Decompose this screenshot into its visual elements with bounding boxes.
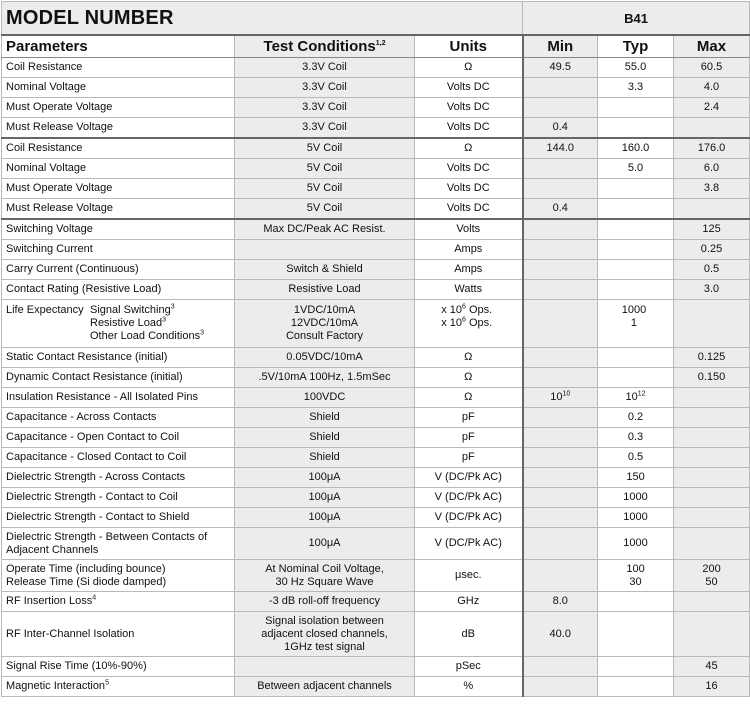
max-cell — [674, 428, 750, 448]
min-cell: 40.0 — [523, 612, 598, 657]
min-cell — [523, 488, 598, 508]
test-condition-cell: Shield — [235, 408, 415, 428]
table-row — [2, 677, 750, 697]
max-cell: 45 — [674, 657, 750, 677]
test-condition-cell: Resistive Load — [235, 280, 415, 300]
typ-cell — [598, 280, 674, 300]
max-cell — [674, 592, 750, 612]
min-cell — [523, 98, 598, 118]
table-row — [2, 408, 750, 428]
units-cell: Volts DC — [415, 159, 523, 179]
life-sub-label: Signal Switching$^3$ — [90, 303, 175, 316]
parameter-cell: Dielectric Strength - Contact to Coil — [2, 488, 235, 508]
model-number-label: MODEL NUMBER — [2, 2, 523, 36]
max-cell — [674, 408, 750, 428]
test-condition-cell: Switch & Shield — [235, 260, 415, 280]
parameter-cell: Coil Resistance — [2, 138, 235, 159]
typ-cell: 160.0 — [598, 138, 674, 159]
max-cell: 0.25 — [674, 240, 750, 260]
typ-cell — [598, 240, 674, 260]
parameter-cell: Dielectric Strength - Between Contacts of Adjacent Channels — [2, 528, 235, 560]
table-row — [2, 468, 750, 488]
typ-cell — [598, 118, 674, 139]
max-cell: 6.0 — [674, 159, 750, 179]
test-condition-cell: Shield — [235, 428, 415, 448]
typ-cell — [598, 219, 674, 240]
parameter-cell: Operate Time (including bounce) Release Time (Si diode damped) — [2, 560, 235, 592]
typ-cell: 100 30 — [598, 560, 674, 592]
units-cell: Volts — [415, 219, 523, 240]
parameter-cell: RF Insertion Loss$^4$ — [2, 592, 235, 612]
min-cell — [523, 219, 598, 240]
min-cell — [523, 260, 598, 280]
table-row — [2, 508, 750, 528]
min-cell: 0.4 — [523, 199, 598, 220]
parameter-cell: Must Release Voltage — [2, 199, 235, 220]
parameter-cell: Nominal Voltage — [2, 159, 235, 179]
test-condition-cell: -3 dB roll-off frequency — [235, 592, 415, 612]
table-row — [2, 219, 750, 240]
test-condition-cell: 100μA — [235, 508, 415, 528]
max-cell — [674, 448, 750, 468]
max-cell: 176.0 — [674, 138, 750, 159]
header-test-conditions: Test Conditions$^{1,2}$ — [235, 35, 415, 58]
specifications-table — [1, 1, 750, 697]
typ-cell — [598, 348, 674, 368]
parameter-cell — [2, 300, 235, 348]
test-condition-cell: 5V Coil — [235, 138, 415, 159]
parameter-cell: Dielectric Strength - Contact to Shield — [2, 508, 235, 528]
table-row — [2, 58, 750, 78]
table-row — [2, 388, 750, 408]
test-condition-cell: Max DC/Peak AC Resist. — [235, 219, 415, 240]
test-condition-cell — [235, 240, 415, 260]
min-cell: 144.0 — [523, 138, 598, 159]
min-cell — [523, 240, 598, 260]
parameter-cell: Must Operate Voltage — [2, 179, 235, 199]
min-cell: 0.4 — [523, 118, 598, 139]
table-row — [2, 260, 750, 280]
units-cell: pF — [415, 448, 523, 468]
test-condition-cell: 0.05VDC/10mA — [235, 348, 415, 368]
test-condition-cell: .5V/10mA 100Hz, 1.5mSec — [235, 368, 415, 388]
min-cell — [523, 560, 598, 592]
parameter-cell: Dielectric Strength - Across Contacts — [2, 468, 235, 488]
header-parameters: Parameters — [2, 35, 235, 58]
typ-cell: 150 — [598, 468, 674, 488]
test-condition-cell: Between adjacent channels — [235, 677, 415, 697]
max-cell: 3.8 — [674, 179, 750, 199]
typ-cell: 0.2 — [598, 408, 674, 428]
parameter-cell: Must Release Voltage — [2, 118, 235, 139]
max-cell: 0.5 — [674, 260, 750, 280]
test-condition-cell: 5V Coil — [235, 159, 415, 179]
model-number-row — [2, 2, 750, 36]
typ-cell: 5.0 — [598, 159, 674, 179]
typ-cell — [598, 592, 674, 612]
min-cell — [523, 677, 598, 697]
table-row — [2, 159, 750, 179]
header-row — [2, 35, 750, 58]
units-cell: % — [415, 677, 523, 697]
table-row — [2, 179, 750, 199]
typ-cell: 3.3 — [598, 78, 674, 98]
parameter-cell: Dynamic Contact Resistance (initial) — [2, 368, 235, 388]
min-cell — [523, 657, 598, 677]
units-cell: Volts DC — [415, 78, 523, 98]
units-cell: x $10^6$ Ops. x $10^6$ Ops. — [415, 300, 523, 348]
table-row — [2, 560, 750, 592]
table-row — [2, 612, 750, 657]
max-cell: 16 — [674, 677, 750, 697]
max-cell — [674, 488, 750, 508]
test-condition-cell: Shield — [235, 448, 415, 468]
table-row — [2, 657, 750, 677]
max-cell — [674, 199, 750, 220]
min-cell — [523, 468, 598, 488]
test-condition-cell: 5V Coil — [235, 199, 415, 220]
parameter-cell: Insulation Resistance - All Isolated Pins — [2, 388, 235, 408]
test-condition-cell: 100μA — [235, 468, 415, 488]
max-cell — [674, 528, 750, 560]
units-cell: Ω — [415, 138, 523, 159]
min-cell — [523, 280, 598, 300]
typ-cell — [598, 199, 674, 220]
test-condition-cell: 100μA — [235, 528, 415, 560]
typ-cell: 0.5 — [598, 448, 674, 468]
max-cell: 200 50 — [674, 560, 750, 592]
test-condition-cell: 3.3V Coil — [235, 78, 415, 98]
typ-cell — [598, 657, 674, 677]
test-condition-cell: 3.3V Coil — [235, 118, 415, 139]
table-row — [2, 280, 750, 300]
min-cell — [523, 408, 598, 428]
life-sub-label: Other Load Conditions$^3$ — [90, 329, 204, 342]
parameter-cell: Contact Rating (Resistive Load) — [2, 280, 235, 300]
parameter-cell: Capacitance - Across Contacts — [2, 408, 235, 428]
units-cell: pF — [415, 408, 523, 428]
parameter-cell: Coil Resistance — [2, 58, 235, 78]
min-cell — [523, 368, 598, 388]
table-row-life-expectancy — [2, 300, 750, 348]
units-cell: Amps — [415, 240, 523, 260]
min-cell — [523, 179, 598, 199]
min-cell — [523, 78, 598, 98]
header-min: Min — [523, 35, 598, 58]
units-cell: V (DC/Pk AC) — [415, 488, 523, 508]
units-cell: Volts DC — [415, 179, 523, 199]
table-row — [2, 428, 750, 448]
min-cell: 49.5 — [523, 58, 598, 78]
life-sub-label: Resistive Load$^3$ — [90, 316, 167, 329]
max-cell — [674, 612, 750, 657]
parameter-cell: Switching Voltage — [2, 219, 235, 240]
min-cell — [523, 428, 598, 448]
parameter-cell: Nominal Voltage — [2, 78, 235, 98]
typ-cell: 0.3 — [598, 428, 674, 448]
units-cell: Amps — [415, 260, 523, 280]
table-row — [2, 240, 750, 260]
typ-cell: 55.0 — [598, 58, 674, 78]
parameter-cell: Switching Current — [2, 240, 235, 260]
units-cell: V (DC/Pk AC) — [415, 528, 523, 560]
min-cell: $10^{10}$ — [523, 388, 598, 408]
max-cell: 2.4 — [674, 98, 750, 118]
units-cell: Volts DC — [415, 98, 523, 118]
header-typ: Typ — [598, 35, 674, 58]
parameter-cell: Static Contact Resistance (initial) — [2, 348, 235, 368]
life-expectancy-label: Life Expectancy — [6, 304, 84, 316]
typ-cell: 1000 1 — [598, 300, 674, 348]
table-row — [2, 118, 750, 139]
units-cell: pSec — [415, 657, 523, 677]
parameter-cell: RF Inter-Channel Isolation — [2, 612, 235, 657]
units-cell: Ω — [415, 388, 523, 408]
parameter-cell: Must Operate Voltage — [2, 98, 235, 118]
min-cell — [523, 300, 598, 348]
min-cell — [523, 508, 598, 528]
typ-cell: 1000 — [598, 528, 674, 560]
units-cell: dB — [415, 612, 523, 657]
min-cell: 8.0 — [523, 592, 598, 612]
typ-cell — [598, 179, 674, 199]
max-cell: 0.150 — [674, 368, 750, 388]
max-cell — [674, 300, 750, 348]
test-condition-cell: 3.3V Coil — [235, 98, 415, 118]
units-cell: Volts DC — [415, 118, 523, 139]
units-cell: Ω — [415, 58, 523, 78]
max-cell — [674, 388, 750, 408]
table-row — [2, 592, 750, 612]
max-cell: 60.5 — [674, 58, 750, 78]
typ-cell: $10^{12}$ — [598, 388, 674, 408]
test-condition-cell: 5V Coil — [235, 179, 415, 199]
units-cell: GHz — [415, 592, 523, 612]
typ-cell: 1000 — [598, 508, 674, 528]
parameter-cell: Capacitance - Closed Contact to Coil — [2, 448, 235, 468]
max-cell: 3.0 — [674, 280, 750, 300]
min-cell — [523, 448, 598, 468]
max-cell — [674, 118, 750, 139]
test-condition-cell: At Nominal Coil Voltage, 30 Hz Square Wave — [235, 560, 415, 592]
test-condition-cell: 1VDC/10mA 12VDC/10mA Consult Factory — [235, 300, 415, 348]
typ-cell — [598, 260, 674, 280]
units-cell: Ω — [415, 368, 523, 388]
test-condition-cell — [235, 657, 415, 677]
max-cell — [674, 468, 750, 488]
min-cell — [523, 528, 598, 560]
units-cell: Volts DC — [415, 199, 523, 220]
parameter-cell: Capacitance - Open Contact to Coil — [2, 428, 235, 448]
table-row — [2, 138, 750, 159]
max-cell: 4.0 — [674, 78, 750, 98]
test-condition-cell: 3.3V Coil — [235, 58, 415, 78]
typ-cell — [598, 612, 674, 657]
test-condition-cell: 100VDC — [235, 388, 415, 408]
max-cell: 125 — [674, 219, 750, 240]
typ-cell — [598, 98, 674, 118]
units-cell: V (DC/Pk AC) — [415, 468, 523, 488]
min-cell — [523, 348, 598, 368]
typ-cell — [598, 368, 674, 388]
parameter-cell: Signal Rise Time (10%-90%) — [2, 657, 235, 677]
parameter-cell: Carry Current (Continuous) — [2, 260, 235, 280]
table-row — [2, 528, 750, 560]
units-cell: Watts — [415, 280, 523, 300]
min-cell — [523, 159, 598, 179]
table-row — [2, 199, 750, 220]
max-cell: 0.125 — [674, 348, 750, 368]
table-row — [2, 448, 750, 468]
table-row — [2, 78, 750, 98]
table-row — [2, 488, 750, 508]
test-condition-cell: Signal isolation between adjacent closed channels, 1GHz test signal — [235, 612, 415, 657]
units-cell: V (DC/Pk AC) — [415, 508, 523, 528]
units-cell: Ω — [415, 348, 523, 368]
table-row — [2, 368, 750, 388]
max-cell — [674, 508, 750, 528]
typ-cell: 1000 — [598, 488, 674, 508]
parameter-cell: Magnetic Interaction$^5$ — [2, 677, 235, 697]
units-cell: μsec. — [415, 560, 523, 592]
test-condition-cell: 100μA — [235, 488, 415, 508]
header-max: Max — [674, 35, 750, 58]
header-units: Units — [415, 35, 523, 58]
units-cell: pF — [415, 428, 523, 448]
typ-cell — [598, 677, 674, 697]
table-row — [2, 348, 750, 368]
table-row — [2, 98, 750, 118]
model-number-value: B41 — [523, 2, 750, 36]
